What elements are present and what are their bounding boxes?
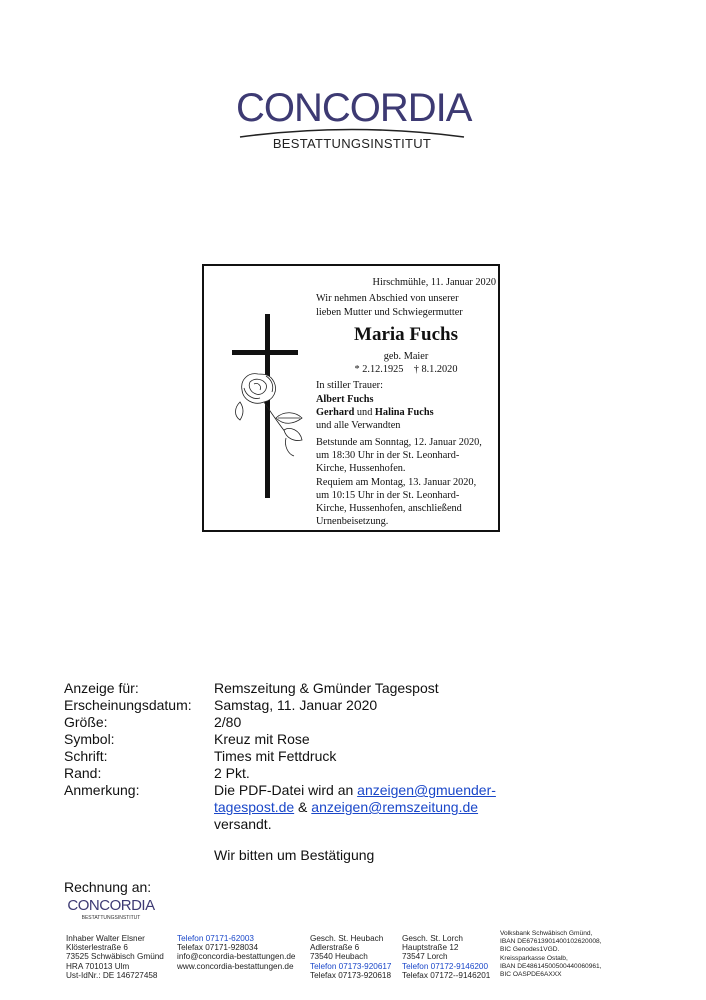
- footer-contact: [177, 934, 295, 971]
- footer-phone-heubach[interactable]: Telefon 07173-920617: [310, 961, 392, 971]
- email-link-gmuender[interactable]: anzeigen@gmuender-: [357, 782, 496, 798]
- detail-value: Samstag, 11. Januar 2020: [214, 697, 378, 713]
- email-link-gmuender-cont[interactable]: tagespost.de: [214, 799, 295, 815]
- service-line: um 10:15 Uhr in der St. Leonhard-: [316, 489, 460, 501]
- service-line: Betstunde am Sonntag, 12. Januar 2020,: [316, 436, 482, 448]
- detail-value: Remszeitung & Gmünder Tagespost: [214, 680, 439, 696]
- footer-line: BIC OASPDE6AXXX: [500, 971, 562, 979]
- footer-website[interactable]: www.concordia-bestattungen.de: [177, 961, 294, 971]
- remark-line-2: [214, 799, 478, 816]
- service-line: Kirche, Hussenhofen, anschließend: [316, 503, 462, 515]
- mourner-1: Albert Fuchs: [316, 393, 374, 405]
- footer-line: Ust-IdNr.: DE 146727458: [66, 970, 158, 980]
- logo-small-wordmark: CONCORDIA: [67, 897, 155, 914]
- detail-label: Schrift:: [64, 748, 108, 764]
- logo-wordmark: CONCORDIA: [236, 86, 472, 130]
- deceased-name: Maria Fuchs: [354, 323, 458, 345]
- mourning-label: In stiller Trauer:: [316, 380, 383, 392]
- footer-line: IBAN DE48614500500440060961,: [500, 962, 602, 970]
- detail-value: Kreuz mit Rose: [214, 731, 310, 747]
- service-line: Urnenbeisetzung.: [316, 516, 389, 528]
- death-date: † 8.1.2020: [413, 364, 458, 376]
- footer-phone-lorch[interactable]: Telefon 07172-9146200: [402, 961, 489, 971]
- mourner-2b: Halina Fuchs: [374, 407, 434, 419]
- cross-with-rose-illustration: [228, 314, 314, 498]
- footer-line: Gesch. St. Heubach: [310, 934, 384, 943]
- footer-owner: [66, 934, 164, 980]
- footer-phone[interactable]: Telefon 07171-62003: [177, 934, 254, 943]
- footer-lorch: [402, 934, 490, 980]
- footer-line: Telefax 07171-928034: [177, 943, 259, 953]
- concordia-logo: [236, 86, 472, 162]
- detail-value: 2 Pkt.: [214, 765, 250, 781]
- logo-small-subtitle: BESTATTUNGSINSTITUT: [81, 915, 141, 921]
- footer-line: Hauptstraße 12: [402, 943, 459, 953]
- and-word: und: [354, 407, 375, 419]
- footer-line: BIC Genodes1VGD.: [500, 946, 560, 954]
- detail-label: Rand:: [64, 765, 102, 781]
- remark-line-3: versandt.: [214, 816, 272, 832]
- footer-line: Inhaber Walter Elsner: [66, 934, 145, 943]
- detail-value: 2/80: [214, 714, 242, 730]
- birth-date: * 2.12.1925: [354, 364, 404, 376]
- footer-line: 73525 Schwäbisch Gmünd: [66, 952, 164, 962]
- obituary-ad: [202, 264, 500, 532]
- mourner-2: [316, 406, 496, 419]
- footer-line: 73540 Heubach: [310, 952, 368, 962]
- mourner-2a: Gerhard: [316, 407, 355, 419]
- footer-line: Volksbank Schwäbisch Gmünd,: [500, 930, 593, 937]
- remark-line-1: [214, 782, 496, 799]
- footer-line: Adlerstraße 6: [310, 943, 360, 953]
- remark-label: Anmerkung:: [64, 782, 140, 798]
- intro-line-1: Wir nehmen Abschied von unserer: [316, 293, 459, 305]
- detail-label: Symbol:: [64, 731, 115, 747]
- life-dates: [316, 363, 496, 376]
- detail-value: Times mit Fettdruck: [214, 748, 337, 764]
- service-line: Requiem am Montag, 13. Januar 2020,: [316, 476, 477, 488]
- remark-text: Die PDF-Datei wird an: [214, 782, 358, 798]
- maiden-name: geb. Maier: [383, 350, 429, 362]
- footer-heubach: [310, 934, 392, 980]
- footer-line: Gesch. St. Lorch: [402, 934, 463, 943]
- invoice-label: Rechnung an:: [64, 879, 152, 895]
- place-date: Hirschmühle, 11. Januar 2020: [372, 277, 496, 288]
- footer-fax-heubach: Telefax 07173-920618: [310, 970, 392, 980]
- mourner-3: und alle Verwandten: [316, 420, 401, 432]
- service-line: um 18:30 Uhr in der St. Leonhard-: [316, 449, 460, 461]
- footer-line: Kreissparkasse Ostalb,: [500, 954, 568, 962]
- footer-line: Klösterlestraße 6: [66, 943, 128, 953]
- footer-fax-lorch: Telefax 07172--9146201: [402, 970, 491, 980]
- confirmation-text: Wir bitten um Bestätigung: [214, 847, 375, 863]
- footer-line: 73547 Lorch: [402, 952, 448, 962]
- footer-email[interactable]: info@concordia-bestattungen.de: [177, 952, 296, 962]
- intro-line-2: lieben Mutter und Schwiegermutter: [316, 306, 463, 318]
- footer-line: HRA 701013 Ulm: [66, 961, 130, 971]
- footer-line: IBAN DE67613901400102620008,: [500, 938, 602, 946]
- footer-bank: [500, 930, 602, 979]
- detail-label: Größe:: [64, 714, 108, 730]
- detail-label: Erscheinungsdatum:: [64, 697, 192, 713]
- service-line: Kirche, Hussenhofen.: [316, 463, 406, 475]
- remark-and: &: [294, 799, 312, 815]
- detail-label: Anzeige für:: [64, 680, 139, 696]
- logo-subtitle: BESTATTUNGSINSTITUT: [272, 136, 432, 151]
- email-link-remszeitung[interactable]: anzeigen@remszeitung.de: [311, 799, 479, 815]
- concordia-logo-small: [66, 897, 156, 921]
